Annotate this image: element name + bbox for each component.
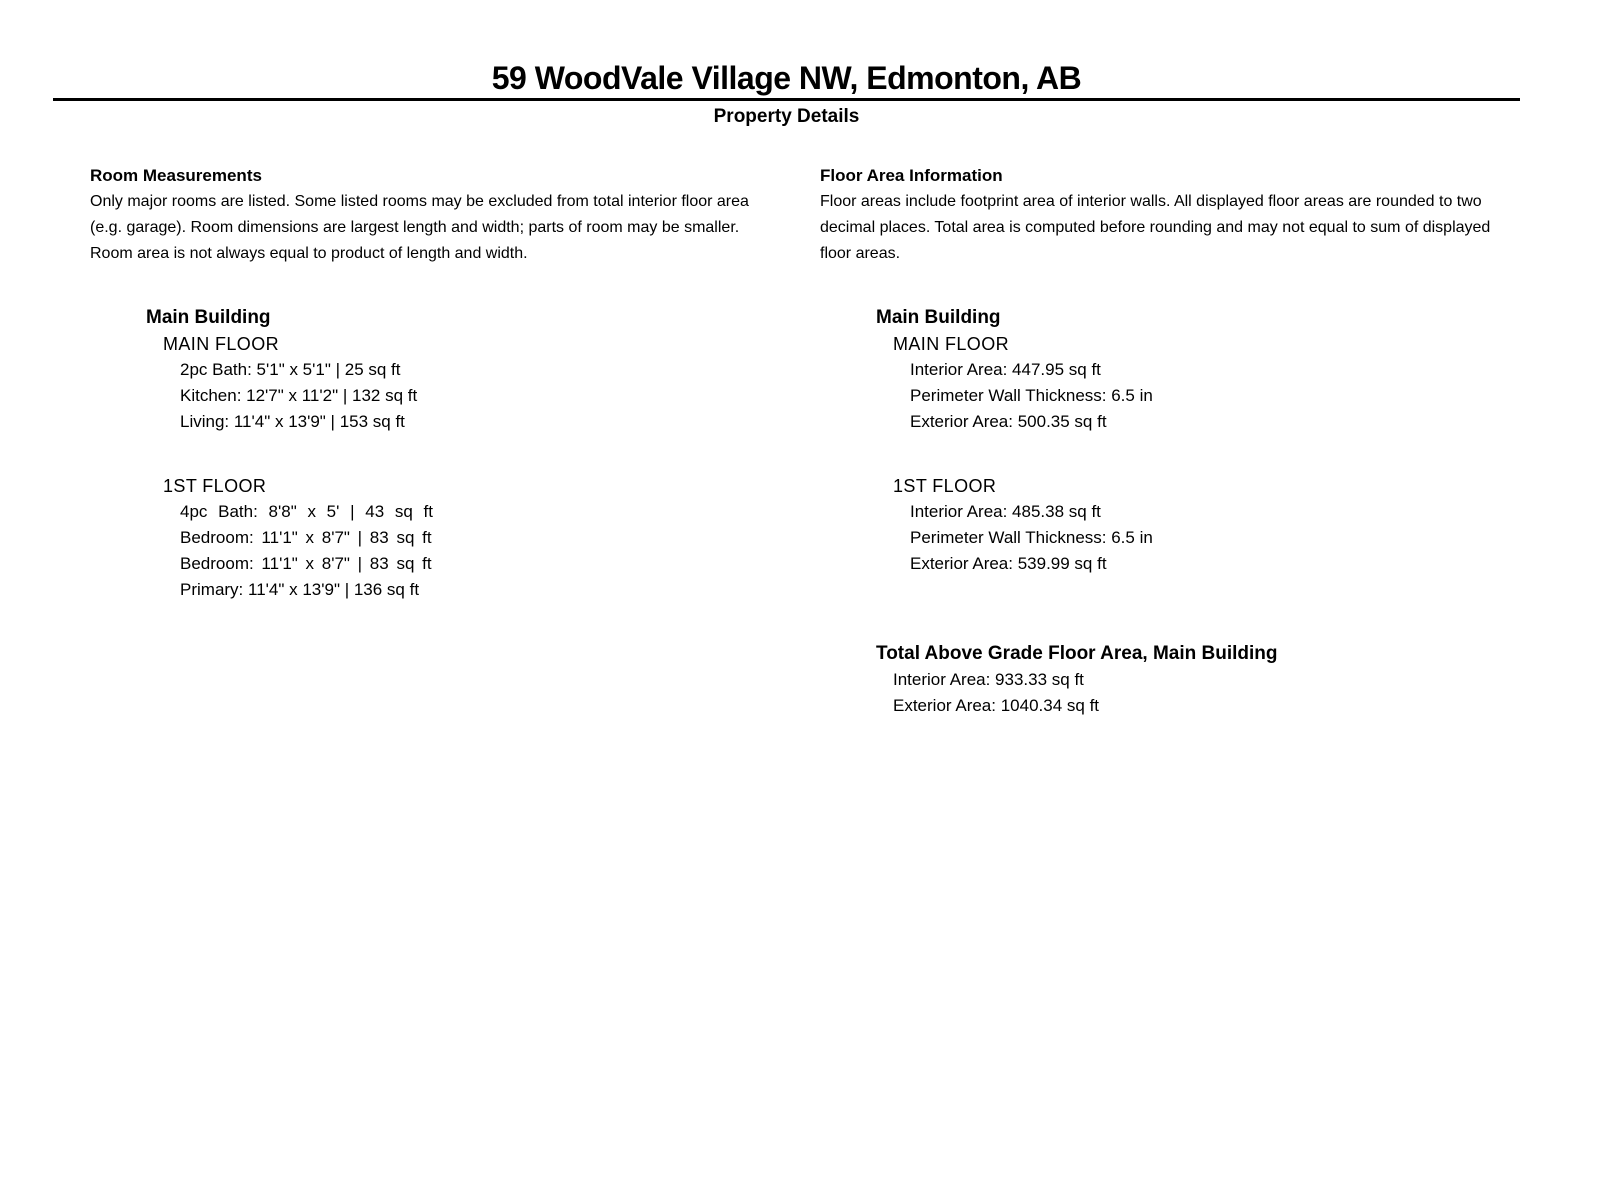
room-measurements-intro <box>90 163 762 267</box>
floor-area-description-line: Floor areas include footprint area of interior walls. All displayed floor areas are rounded to two <box>820 193 1482 210</box>
total-floor-area-heading: Total Above Grade Floor Area, Main Building <box>876 643 1278 664</box>
floor-heading-main-floor: MAIN FLOOR <box>893 334 1010 354</box>
floor-area-stat-line: Exterior Area: 539.99 sq ft <box>910 554 1107 573</box>
floor-area-stat-line: Interior Area: 447.95 sq ft <box>910 360 1101 379</box>
floor-area-stat-line: Perimeter Wall Thickness: 6.5 in <box>910 528 1153 547</box>
room-measurement-line: 2pc Bath: 5'1" x 5'1" | 25 sq ft <box>180 360 401 379</box>
total-floor-area-section <box>820 641 1492 719</box>
floor-area-intro <box>820 163 1492 267</box>
content-columns <box>90 163 1600 719</box>
room-measurements-first-floor-section <box>90 473 762 603</box>
floor-area-stat-line: Interior Area: 485.38 sq ft <box>910 502 1101 521</box>
floor-area-stat-line: Perimeter Wall Thickness: 6.5 in <box>910 386 1153 405</box>
floor-heading-1st-floor: 1ST FLOOR <box>893 476 997 496</box>
room-measurements-description-line: Room area is not always equal to product of length and width. <box>90 245 528 262</box>
room-measurement-line: Bedroom: 11'1" x 8'7" | 83 sq ft <box>180 528 432 547</box>
floor-area-description-line: decimal places. Total area is computed before rounding and may not equal to sum of displayed <box>820 219 1491 236</box>
empty-cell <box>90 641 762 719</box>
total-stat-line: Interior Area: 933.33 sq ft <box>893 670 1084 689</box>
floor-area-heading: Floor Area Information <box>820 166 1003 185</box>
floor-heading-1st-floor: 1ST FLOOR <box>163 476 267 496</box>
room-measurement-line: 4pc Bath: 8'8" x 5' | 43 sq ft <box>180 502 434 521</box>
room-measurement-line: Kitchen: 12'7" x 11'2" | 132 sq ft <box>180 386 418 405</box>
room-measurements-description-line: Only major rooms are listed. Some listed rooms may be excluded from total interior floor area <box>90 193 749 210</box>
room-measurement-line: Primary: 11'4" x 13'9" | 136 sq ft <box>180 580 420 599</box>
page-title: 59 WoodVale Village NW, Edmonton, AB <box>491 60 1082 96</box>
header-divider <box>53 98 1520 101</box>
floor-area-main-floor-section <box>820 305 1492 435</box>
building-heading: Main Building <box>146 307 271 328</box>
floor-heading-main-floor: MAIN FLOOR <box>163 334 280 354</box>
room-measurements-heading: Room Measurements <box>90 166 262 185</box>
room-measurement-line: Living: 11'4" x 13'9" | 153 sq ft <box>180 412 405 431</box>
page-header <box>53 60 1520 130</box>
floor-area-first-floor-section <box>820 473 1492 603</box>
floor-area-description-line: floor areas. <box>820 245 901 262</box>
room-measurement-line: Bedroom: 11'1" x 8'7" | 83 sq ft <box>180 554 432 573</box>
page-subtitle: Property Details <box>713 106 860 127</box>
room-measurements-description-line: (e.g. garage). Room dimensions are largest length and width; parts of room may be smaller. <box>90 219 740 236</box>
floor-area-stat-line: Exterior Area: 500.35 sq ft <box>910 412 1107 431</box>
room-measurements-main-floor-section <box>90 305 762 435</box>
total-stat-line: Exterior Area: 1040.34 sq ft <box>893 696 1100 715</box>
building-heading: Main Building <box>876 307 1001 328</box>
